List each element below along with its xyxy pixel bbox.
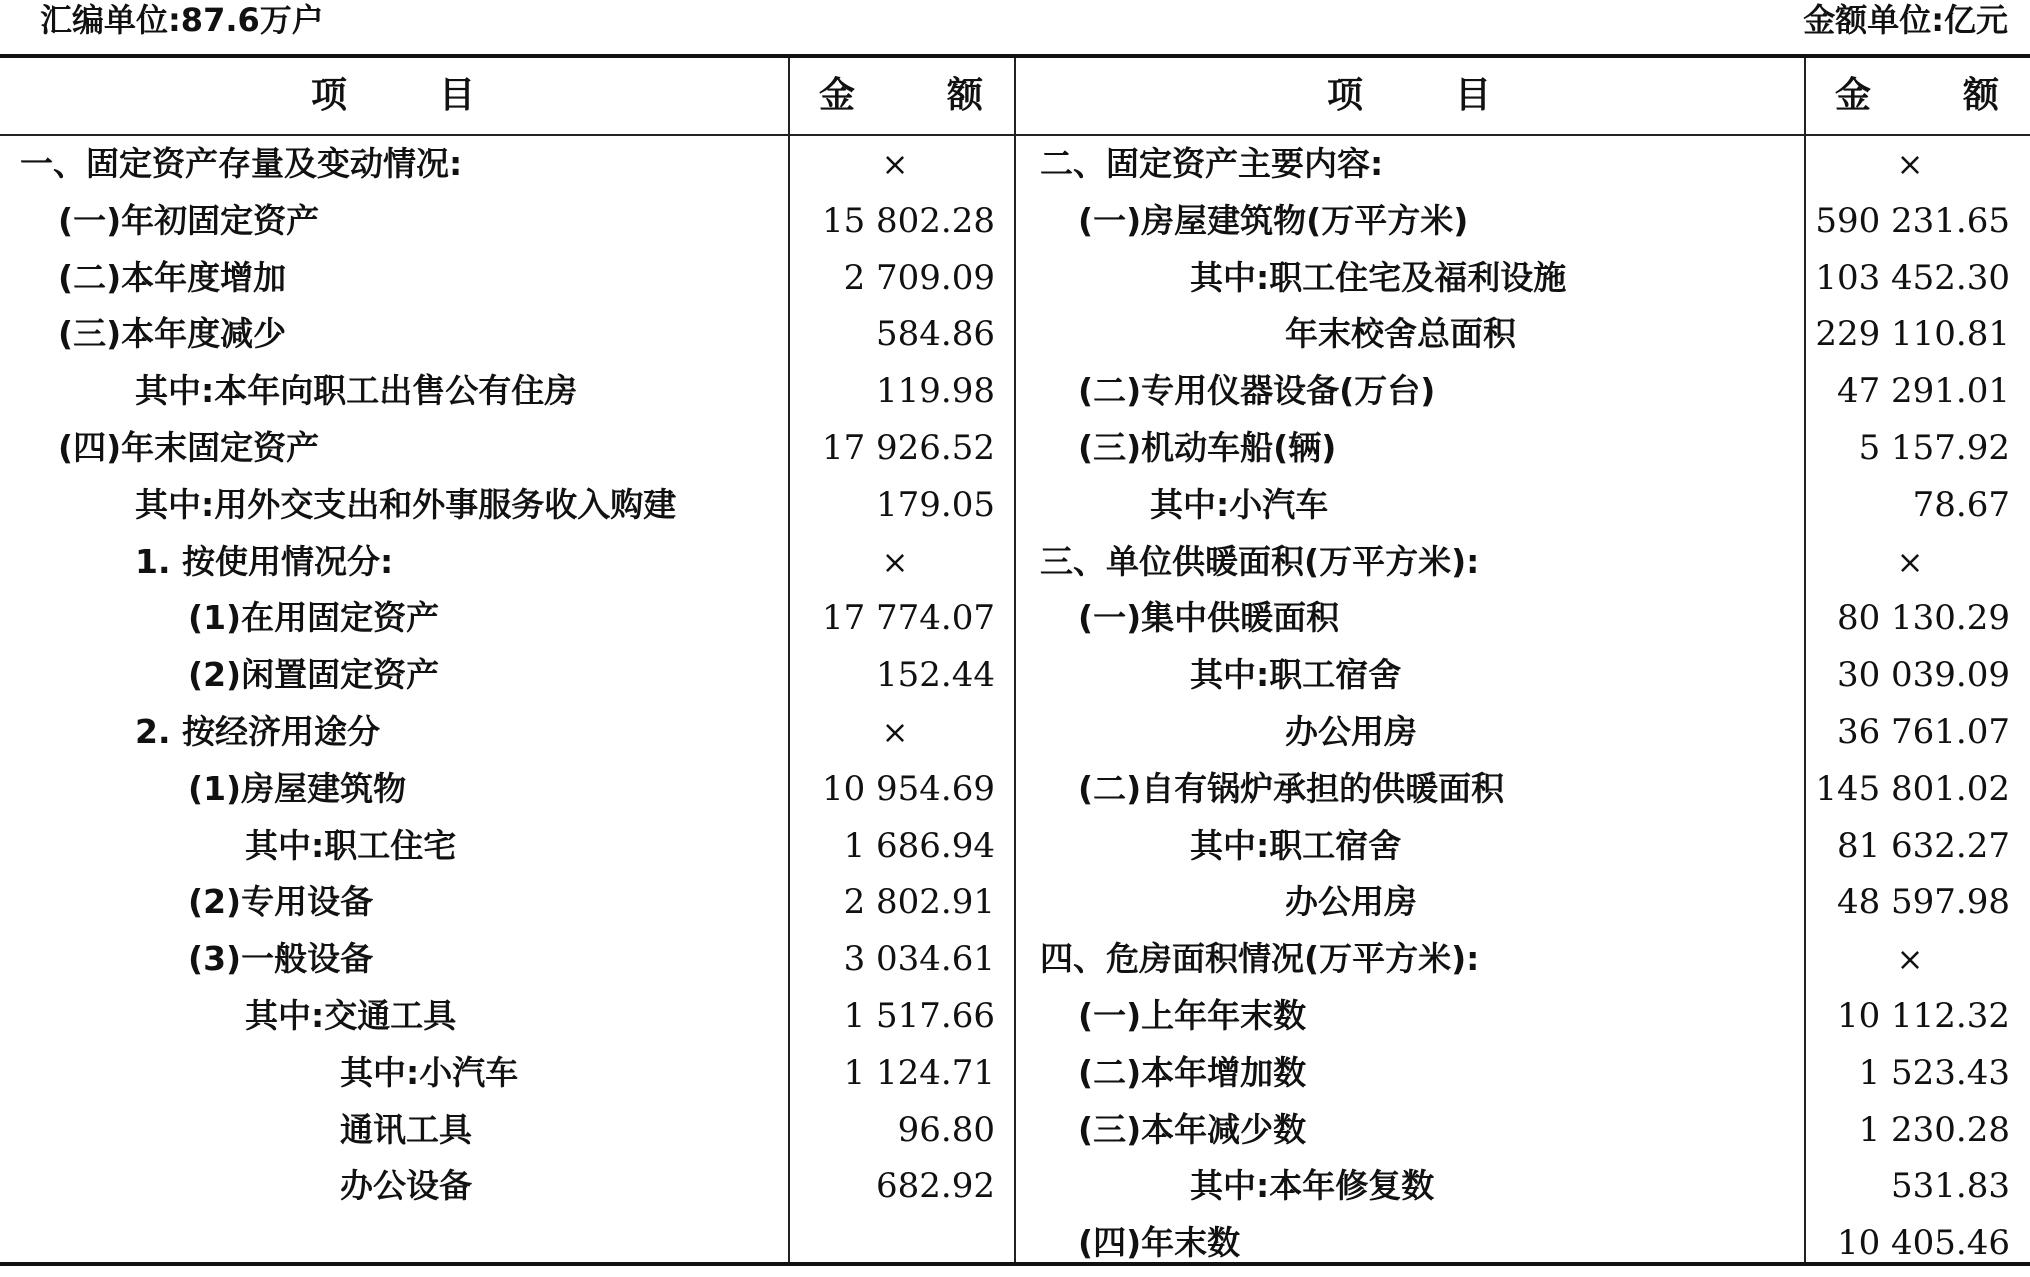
left-item-amount: × [881,713,909,751]
table-row [0,818,2030,875]
table-row [0,874,2030,931]
header-item-right [1016,58,1804,134]
header-amount-right [1806,58,2030,134]
right-item-amount: 590 231.65 [1815,200,2010,241]
right-item-amount: 36 761.07 [1836,712,2010,752]
right-item-label: 四、危房面积情况(万平方米): [1040,939,1480,979]
right-item-label: (三)本年减少数 [1078,1109,1307,1149]
table-row [0,250,2030,307]
right-item-amount: × [1896,542,1924,581]
right-item-label: (二)专用仪器设备(万台) [1078,371,1436,411]
right-item-label: 其中:本年修复数 [1190,1166,1435,1206]
right-item-label: 其中:职工宿舍 [1190,655,1402,695]
right-item-amount: 145 801.02 [1815,768,2010,809]
right-item-label: 年末校舍总面积 [1285,314,1516,354]
left-item-amount: 584.86 [876,314,995,355]
header-item-left-char1: 项 [310,75,349,116]
right-item-label: (四)年末数 [1078,1223,1241,1263]
right-item-amount: 229 110.81 [1815,314,2010,355]
header-amount-left-char1: 金 [818,75,857,116]
table-header [0,58,2030,136]
table-row [0,136,2030,193]
left-item-label: 通讯工具 [340,1109,472,1149]
right-item-label: 办公用房 [1285,882,1417,922]
right-item-label: (二)本年增加数 [1078,1052,1307,1092]
right-item-amount: 81 632.27 [1836,825,2010,866]
table-row [0,363,2030,420]
table-row [0,1045,2030,1102]
table-row [0,306,2030,363]
left-item-amount: 1 517.66 [843,996,995,1036]
table-row [0,477,2030,534]
header-item-right-char2: 目 [1455,75,1494,116]
header-item-left [0,58,788,134]
left-item-amount: 152.44 [876,655,995,696]
right-item-amount: 10 405.46 [1836,1223,2010,1264]
right-item-label: 二、固定资产主要内容: [1040,144,1384,183]
right-item-label: (二)自有锅炉承担的供暖面积 [1078,768,1505,808]
left-item-amount [795,1215,995,1272]
left-item-amount: 179.05 [876,484,995,525]
table-row [0,647,2030,704]
left-item-amount: 3 034.61 [843,939,995,980]
left-item-amount: 1 686.94 [843,825,995,866]
left-item-label: (三)本年度减少 [58,314,287,354]
left-item-amount: × [881,542,909,581]
table-row [0,1215,2030,1272]
left-item-label: (3)一般设备 [188,939,374,979]
left-item-amount: 15 802.28 [821,200,995,241]
header-amount-left-char2: 额 [947,75,986,116]
table-row [0,193,2030,250]
left-item-label: (2)闲置固定资产 [188,655,440,695]
right-item-label: 办公用房 [1285,712,1417,751]
compiling-unit-note: 汇编单位:87.6万户 [40,1,324,39]
right-item-amount: 30 039.09 [1836,655,2010,696]
table-row [0,988,2030,1045]
left-item-amount: 1 124.71 [843,1052,995,1093]
right-item-amount: 80 130.29 [1836,598,2010,639]
right-item-amount: 5 157.92 [1858,428,2010,468]
left-item-amount: 17 926.52 [821,428,995,468]
left-item-label: 其中:交通工具 [245,996,457,1035]
left-item-label: 其中:用外交支出和外事服务收入购建 [135,484,677,524]
left-item-amount: × [881,145,909,183]
table-row [0,590,2030,647]
right-item-label: (一)上年年末数 [1078,996,1307,1035]
right-item-amount: × [1896,145,1924,183]
amount-unit-note: 金额单位:亿元 [1803,1,2008,39]
right-item-label: 其中:职工宿舍 [1190,825,1402,865]
left-item-label: 一、固定资产存量及变动情况: [20,144,463,183]
right-item-label: 三、单位供暖面积(万平方米): [1040,541,1480,581]
left-item-label: (四)年末固定资产 [58,428,320,467]
right-item-label: (一)集中供暖面积 [1078,598,1340,638]
right-item-label: (一)房屋建筑物(万平方米) [1078,200,1469,240]
left-item-label: (二)本年度增加 [58,257,287,297]
left-item-amount: 119.98 [876,371,995,412]
left-item-amount: 682.92 [876,1166,995,1207]
table-row [0,704,2030,761]
left-item-amount: 10 954.69 [821,768,995,809]
left-item-label: (一)年初固定资产 [58,200,320,240]
right-item-amount: 10 112.32 [1836,996,2010,1036]
left-item-amount: 17 774.07 [821,598,995,639]
left-item-label: 2. 按经济用途分 [135,712,380,751]
right-item-amount: 48 597.98 [1836,882,2010,923]
left-item-amount: 2 802.91 [843,882,995,923]
table-row [0,931,2030,988]
left-item-label: 其中:小汽车 [340,1052,519,1092]
right-item-label: (三)机动车船(辆) [1078,428,1337,467]
right-item-amount: 1 230.28 [1858,1109,2010,1150]
table-row [0,534,2030,591]
left-item-label: (1)房屋建筑物 [188,768,407,808]
header-amount-right-char1: 金 [1834,75,1873,116]
right-item-label: 其中:职工住宅及福利设施 [1190,257,1567,297]
header-item-left-char2: 目 [439,75,478,116]
left-item-label: 1. 按使用情况分: [135,541,394,581]
header-item-right-char1: 项 [1326,75,1365,116]
left-item-label: 其中:本年向职工出售公有住房 [135,371,578,411]
left-item-label: 其中:职工住宅 [245,825,457,865]
left-item-amount: 96.80 [897,1109,995,1150]
right-item-amount: 103 452.30 [1815,257,2010,298]
fixed-assets-table [0,54,2030,1266]
right-item-amount: 1 523.43 [1858,1052,2010,1093]
right-item-amount: × [1896,940,1924,979]
header-amount-left [790,58,1014,134]
right-item-amount: 47 291.01 [1836,371,2010,412]
header-amount-right-char2: 额 [1963,75,2002,116]
table-row [0,420,2030,477]
right-item-amount: 531.83 [1891,1166,2010,1207]
table-row [0,1158,2030,1215]
right-item-amount: 78.67 [1912,484,2010,525]
right-item-label: 其中:小汽车 [1150,484,1329,524]
left-item-amount: 2 709.09 [843,257,995,298]
left-item-label: 办公设备 [340,1166,472,1206]
left-item-label: (2)专用设备 [188,882,374,922]
table-row [0,761,2030,818]
left-item-label: (1)在用固定资产 [188,598,440,638]
table-row [0,1102,2030,1159]
left-item-label [20,1215,780,1272]
